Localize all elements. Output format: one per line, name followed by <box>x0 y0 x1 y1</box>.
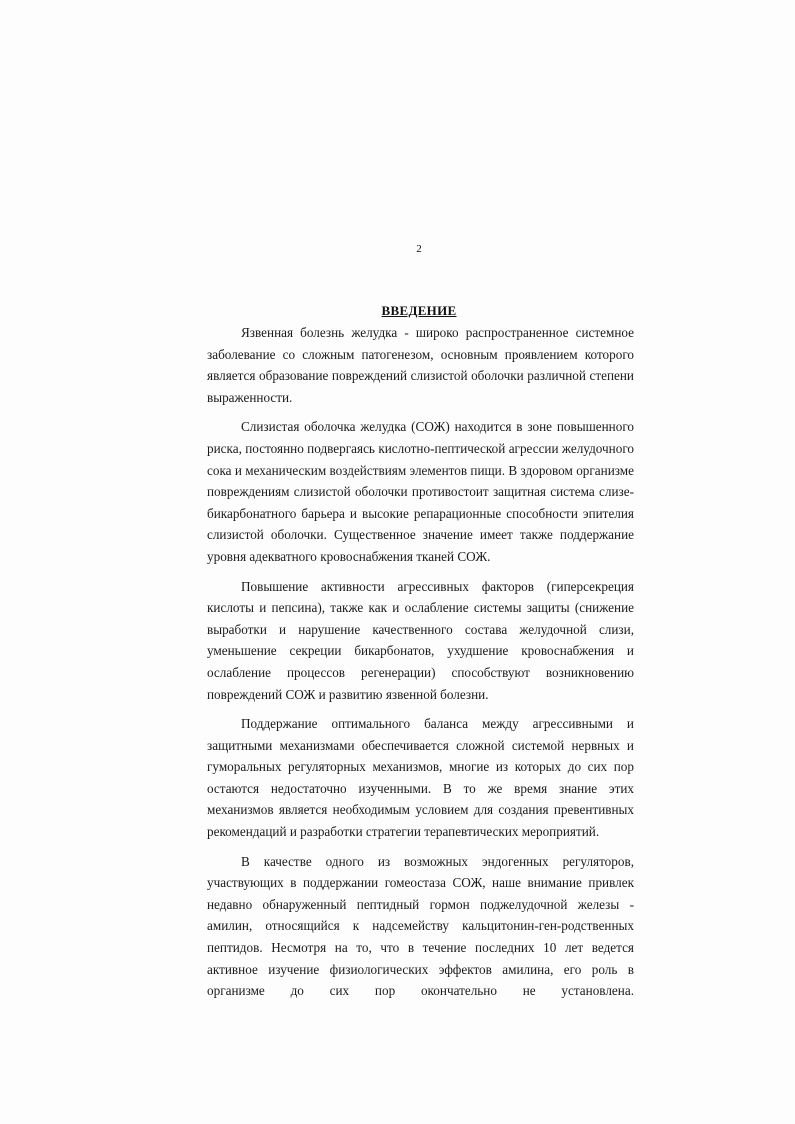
paragraph-5: В качестве одного из возможных эндогенных регуляторов, участвующих в поддержании гомеостаза СОЖ, наше внимание привлек недавно обнаруженный пептидный гормон поджелудочной железы - амилин, относящийся к надсемейству кальцитонин-ген-родственных пептидов. Несмотря на то, что в течение последних 10 лет ведется активное изучение физиологических эффектов амилина, его роль в организме до сих пор окончательно не установлена. <box>207 853 634 999</box>
page-number: 2 <box>416 243 422 255</box>
paragraph-2: Слизистая оболочка желудка (СОЖ) находится в зоне повышенного риска, постоянно подвергаясь кислотно-пептической агрессии желудочного сока и механическим воздействиям элементов пищи. В здоровом организме повреждениям слизистой оболочки противостоит защитная система слизе-бикарбонатного барьера и высокие репарационные способности эпителия слизистой оболочки. Существенное значение имеет также поддержание уровня адекватного кровоснабжения тканей СОЖ. <box>207 419 634 564</box>
paragraph-3: Повышение активности агрессивных факторов (гиперсекреция кислоты и пепсина), также как и ослабление системы защиты (снижение выработки и нарушение качественного состава желудочной слизи, уменьшение секреции бикарбонатов, ухудшение кровоснабжения и ослабление процессов регенерации) способствуют возникновению повреждений СОЖ и развитию язвенной болезни. <box>207 578 634 702</box>
paragraph-1: Язвенная болезнь желудка - широко распространенное системное заболевание со сложным патогенезом, основным проявлением которого является образование повреждений слизистой оболочки различной степени выраженности. <box>207 325 634 405</box>
body-text <box>207 322 634 1010</box>
paragraph-4: Поддержание оптимального баланса между агрессивными и защитными механизмами обеспечивается сложной системой нервных и гуморальных регуляторных механизмов, многие из которых до сих пор остаются недостаточно изученными. В то же время знание этих механизмов является необходимым условием для создания превентивных рекомендаций и разработки стратегии терапевтических мероприятий. <box>207 716 634 840</box>
section-heading: ВВЕДЕНИЕ <box>381 303 457 318</box>
